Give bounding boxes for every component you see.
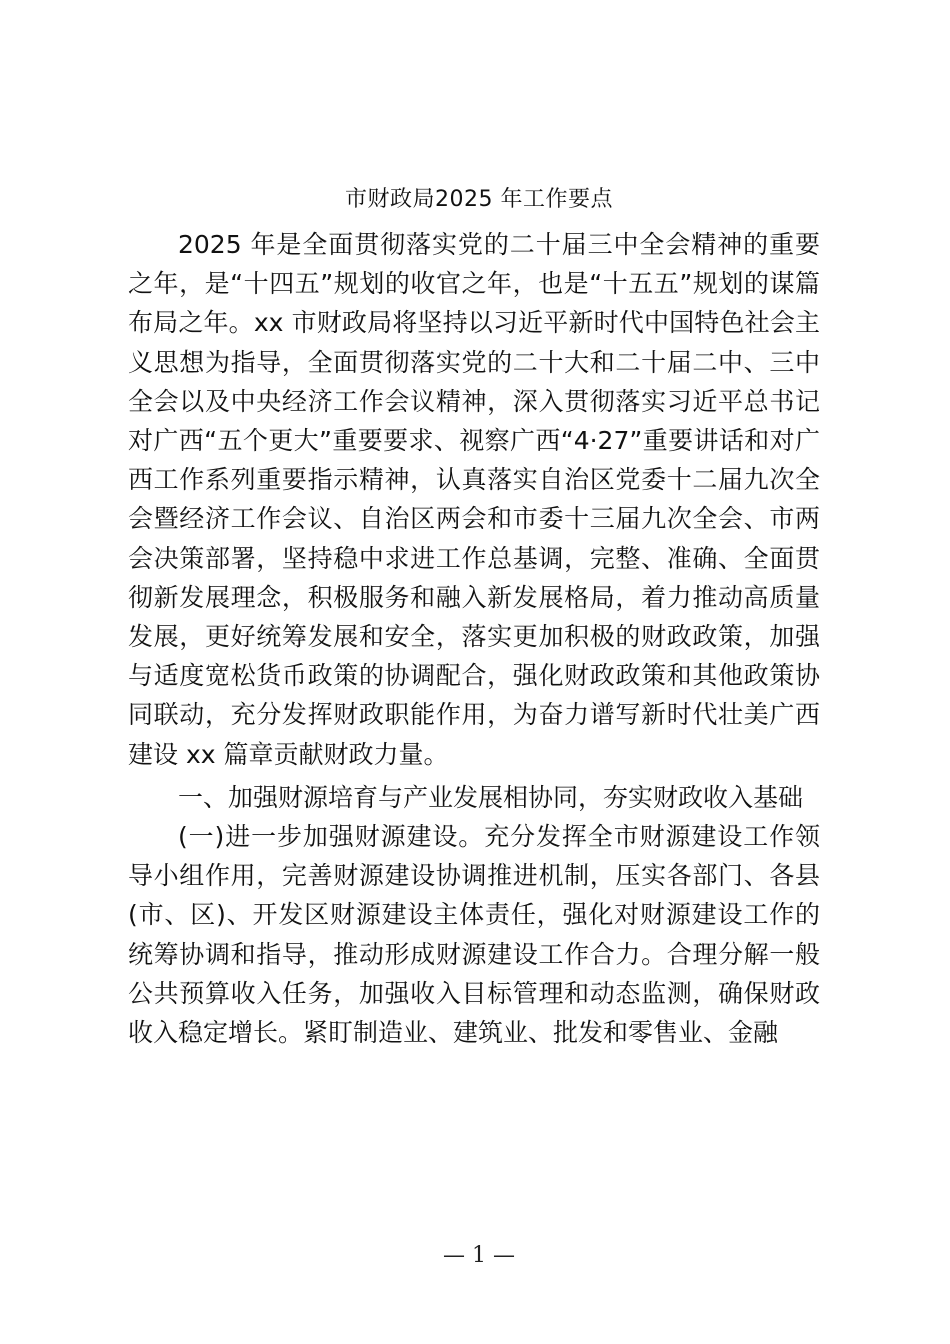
document-body	[128, 225, 820, 1052]
section-paragraph: (一)进一步加强财源建设。充分发挥全市财源建设工作领导小组作用，完善财源建设协调推进机制，压实各部门、各县(市、区)、开发区财源建设主体责任，强化对财源建设工作的统筹协调和指导，推动形成财源建设工作合力。合理分解一般公共预算收入任务，加强收入目标管理和动态监测，确保财政收入稳定增长。紧盯制造业、建筑业、批发和零售业、金融	[128, 822, 820, 1048]
document-title: 市财政局2025 年工作要点	[345, 187, 613, 212]
intro-paragraph: 2025 年是全面贯彻落实党的二十届三中全会精神的重要之年，是“十四五”规划的收官之年，也是“十五五”规划的谋篇布局之年。xx 市财政局将坚持以习近平新时代中国特色社会主义思想为指导，全面贯彻落实党的二十大和二十届二中、三中全会以及中央经济工作会议精神，深入贯彻落实习近平总书记对广西“五个更大”重要要求、视察广西“4·27”重要讲话和对广西工作系列重要指示精神，认真落实自治区党委十二届九次全会暨经济工作会议、自治区两会和市委十三届九次全会、市两会决策部署，坚持稳中求进工作总基调，完整、准确、全面贯彻新发展理念，积极服务和融入新发展格局，着力推动高质量发展，更好统筹发展和安全，落实更加积极的财政政策，加强与适度宽松货币政策的协调配合，强化财政政策和其他政策协同联动，充分发挥财政职能作用，为奋力谱写新时代壮美广西建设 xx 篇章贡献财政力量。	[128, 230, 820, 769]
section-heading: 一、加强财源培育与产业发展相协同，夯实财政收入基础	[178, 782, 804, 812]
page-number: — 1 —	[443, 1243, 515, 1268]
